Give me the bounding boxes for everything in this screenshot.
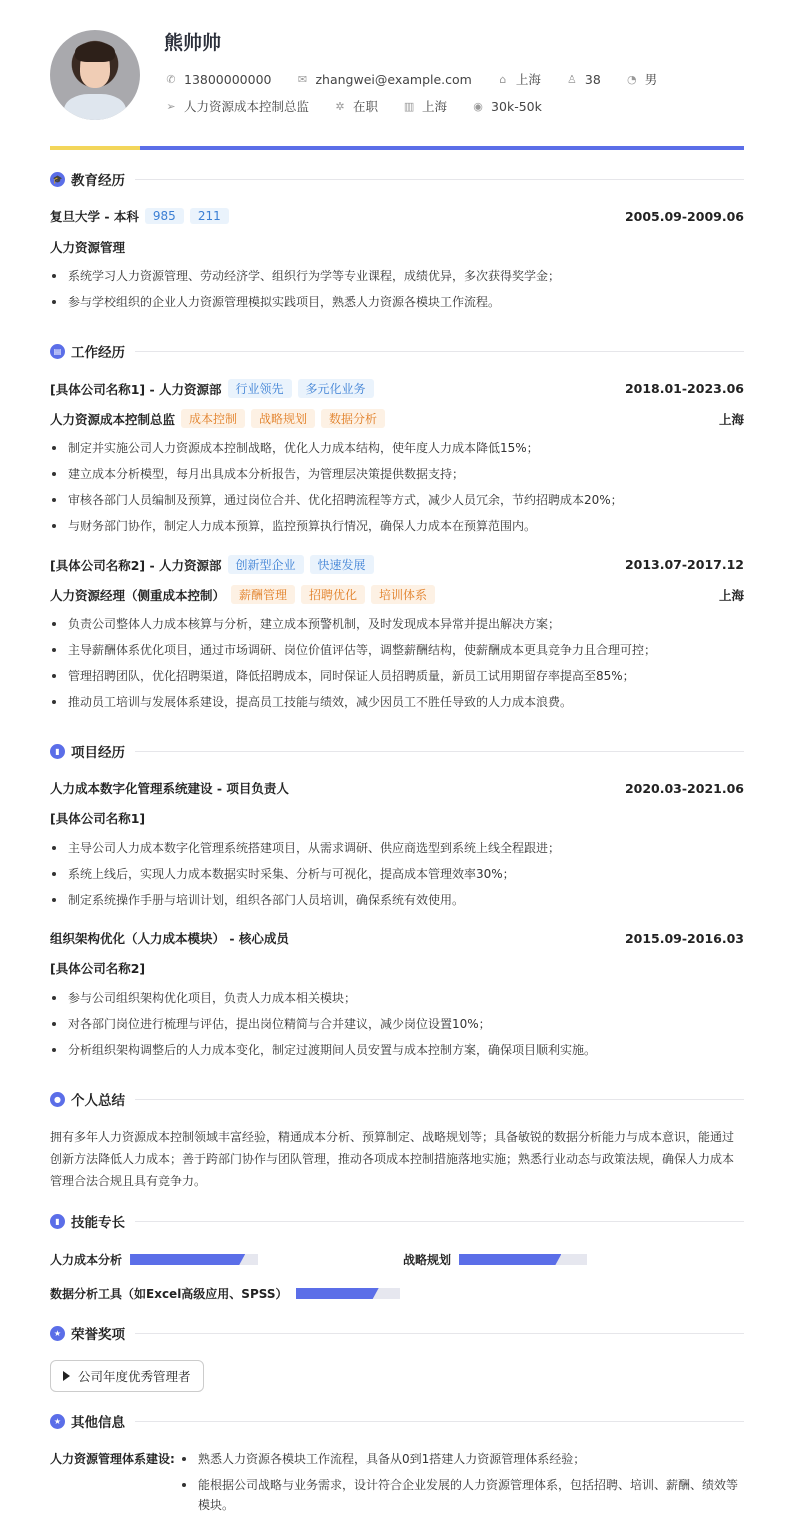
gender-icon: ◔ bbox=[626, 72, 637, 86]
tag: 多元化业务 bbox=[298, 379, 374, 398]
list-item: 分析组织架构调整后的人力成本变化，制定过渡期间人员安置与成本控制方案，确保项目顺利实施。 bbox=[50, 1040, 744, 1060]
status-icon: ✲ bbox=[335, 99, 345, 113]
tag: 培训体系 bbox=[371, 585, 435, 604]
contact-row bbox=[164, 70, 657, 88]
project-title-row: 人力成本数字化管理系统建设 - 项目负责人 2020.03-2021.06 bbox=[50, 780, 744, 796]
avatar bbox=[50, 30, 140, 120]
skill-bar bbox=[296, 1288, 400, 1299]
list-item: 管理招聘团队，优化招聘渠道，降低招聘成本，同时保证人员招聘质量，新员工试用期留存率提高至85%； bbox=[50, 666, 744, 686]
work-role-row: 人力资源成本控制总监 成本控制 战略规划 数据分析 上海 bbox=[50, 409, 744, 428]
date: 2005.09-2009.06 bbox=[624, 208, 744, 224]
age: 38 bbox=[584, 71, 601, 87]
city: 上海 bbox=[515, 72, 541, 87]
tag: 招聘优化 bbox=[301, 585, 365, 604]
phone: 13800000000 bbox=[184, 71, 272, 87]
medal-icon: ★ bbox=[50, 1326, 65, 1341]
status: 在职 bbox=[353, 99, 379, 114]
skill-item: 人力成本分析 bbox=[50, 1251, 258, 1268]
list-item: 能根据公司战略与业务需求，设计符合企业发展的人力资源管理体系，包括招聘、培训、薪酬、绩效等模块。 bbox=[180, 1475, 744, 1515]
other-label: 人力资源管理体系建设: bbox=[50, 1452, 175, 1466]
work-company-row: [具体公司名称2] - 人力资源部 创新型企业 快速发展 2013.07-2017.12 bbox=[50, 557, 744, 573]
chart-icon: ▮ bbox=[50, 1214, 65, 1229]
date: 2018.01-2023.06 bbox=[624, 381, 744, 396]
section-other: ★ 其他信息 bbox=[50, 1411, 744, 1431]
position: 人力资源成本控制总监 bbox=[184, 99, 310, 114]
section-education: 🎓 教育经历 bbox=[50, 169, 744, 189]
list-item: 系统学习人力资源管理、劳动经济学、组织行为学等专业课程，成绩优异，多次获得奖学金； bbox=[50, 266, 744, 286]
date: 2015.09-2016.03 bbox=[624, 930, 744, 946]
major: 人力资源管理 bbox=[50, 240, 126, 255]
play-icon bbox=[63, 1371, 70, 1381]
tag: 成本控制 bbox=[181, 409, 245, 428]
skill-item: 战略规划 bbox=[403, 1251, 587, 1268]
date: 2013.07-2017.12 bbox=[624, 557, 744, 572]
send-icon: ➢ bbox=[166, 99, 176, 113]
candidate-name: 熊帅帅 bbox=[164, 32, 222, 54]
header-divider bbox=[50, 146, 744, 150]
salary: 30k-50k bbox=[491, 98, 542, 114]
email: zhangwei@example.com bbox=[315, 71, 472, 87]
tag: 985 bbox=[145, 208, 184, 224]
list-item: 对各部门岗位进行梳理与评估，提出岗位精简与合并建议，减少岗位设置10%； bbox=[50, 1014, 744, 1034]
list-item: 主导公司人力成本数字化管理系统搭建项目，从需求调研、供应商选型到系统上线全程跟进； bbox=[50, 838, 744, 858]
salary-icon: ◉ bbox=[473, 99, 483, 113]
summary-text: 拥有多年人力资源成本控制领域丰富经验，精通成本分析、预算制定、战略规划等；具备敏锐的数据分析能力与成本意识，能通过创新方法降低人力成本；善于跨部门协作与团队管理，推动各项成本控制措施落地实施；熟悉行业动态与政策法规，确保人力成本管理合法合规且具有竞争力。 bbox=[50, 1130, 735, 1188]
graduation-cap-icon: 🎓 bbox=[50, 172, 65, 187]
building-icon: ▥ bbox=[403, 99, 415, 113]
award-item: 公司年度优秀管理者 bbox=[50, 1360, 204, 1392]
tag: 数据分析 bbox=[321, 409, 385, 428]
gender: 男 bbox=[644, 72, 658, 87]
phone-icon: ✆ bbox=[166, 72, 176, 86]
job-row bbox=[164, 97, 542, 115]
list-item: 推动员工培训与发展体系建设，提高员工技能与绩效，减少因员工不胜任导致的人力成本浪费。 bbox=[50, 692, 744, 712]
list-item: 参与公司组织架构优化项目，负责人力成本相关模块； bbox=[50, 988, 744, 1008]
education-row: 复旦大学 - 本科 985 211 2005.09-2009.06 bbox=[50, 208, 744, 224]
medal-icon: ★ bbox=[50, 1414, 65, 1429]
tag: 快速发展 bbox=[310, 555, 374, 574]
age-icon: ♙ bbox=[566, 72, 577, 86]
work-city: 上海 bbox=[422, 99, 448, 114]
skill-item: 数据分析工具（如Excel高级应用、SPSS） bbox=[50, 1285, 400, 1302]
skill-bar bbox=[130, 1254, 258, 1265]
date: 2020.03-2021.06 bbox=[624, 780, 744, 796]
work-company-row: [具体公司名称1] - 人力资源部 行业领先 多元化业务 2018.01-2023.06 bbox=[50, 381, 744, 397]
city: 上海 bbox=[718, 411, 744, 427]
section-projects: ▮ 项目经历 bbox=[50, 741, 744, 761]
home-icon: ⌂ bbox=[499, 72, 507, 86]
briefcase-icon: ▤ bbox=[50, 344, 65, 359]
list-item: 负责公司整体人力成本核算与分析，建立成本预警机制，及时发现成本异常并提出解决方案； bbox=[50, 614, 744, 634]
tag: 战略规划 bbox=[251, 409, 315, 428]
project-company: [具体公司名称2] bbox=[50, 961, 146, 976]
tag: 行业领先 bbox=[228, 379, 292, 398]
user-icon: ● bbox=[50, 1092, 65, 1107]
list-item: 制定并实施公司人力资源成本控制战略，优化人力成本结构，使年度人力成本降低15%； bbox=[50, 438, 744, 458]
section-awards: ★ 荣誉奖项 bbox=[50, 1323, 744, 1343]
list-item: 制定系统操作手册与培训计划，组织各部门人员培训，确保系统有效使用。 bbox=[50, 890, 744, 910]
chart-icon: ▮ bbox=[50, 744, 65, 759]
list-item: 审核各部门人员编制及预算，通过岗位合并、优化招聘流程等方式，减少人员冗余，节约招聘成本20%； bbox=[50, 490, 744, 510]
section-summary: ● 个人总结 bbox=[50, 1089, 744, 1109]
skill-bar bbox=[459, 1254, 587, 1265]
list-item: 主导薪酬体系优化项目，通过市场调研、岗位价值评估等，调整薪酬结构，使薪酬成本更具竞争力且合理可控； bbox=[50, 640, 744, 660]
list-item: 系统上线后，实现人力成本数据实时采集、分析与可视化，提高成本管理效率30%； bbox=[50, 864, 744, 884]
section-work: ▤ 工作经历 bbox=[50, 341, 744, 361]
tag: 创新型企业 bbox=[228, 555, 304, 574]
tag: 211 bbox=[190, 208, 229, 224]
project-company: [具体公司名称1] bbox=[50, 811, 146, 826]
list-item: 熟悉人力资源各模块工作流程，具备从0到1搭建人力资源管理体系经验； bbox=[180, 1449, 744, 1469]
section-skills: ▮ 技能专长 bbox=[50, 1211, 744, 1231]
list-item: 参与学校组织的企业人力资源管理模拟实践项目，熟悉人力资源各模块工作流程。 bbox=[50, 292, 744, 312]
city: 上海 bbox=[718, 587, 744, 603]
tag: 薪酬管理 bbox=[231, 585, 295, 604]
mail-icon: ✉ bbox=[297, 72, 308, 86]
list-item: 建立成本分析模型，每月出具成本分析报告，为管理层决策提供数据支持； bbox=[50, 464, 744, 484]
work-role-row: 人力资源经理（侧重成本控制） 薪酬管理 招聘优化 培训体系 上海 bbox=[50, 585, 744, 604]
list-item: 与财务部门协作，制定人力成本预算，监控预算执行情况，确保人力成本在预算范围内。 bbox=[50, 516, 744, 536]
project-title-row: 组织架构优化（人力成本模块） - 核心成员 2015.09-2016.03 bbox=[50, 930, 744, 946]
